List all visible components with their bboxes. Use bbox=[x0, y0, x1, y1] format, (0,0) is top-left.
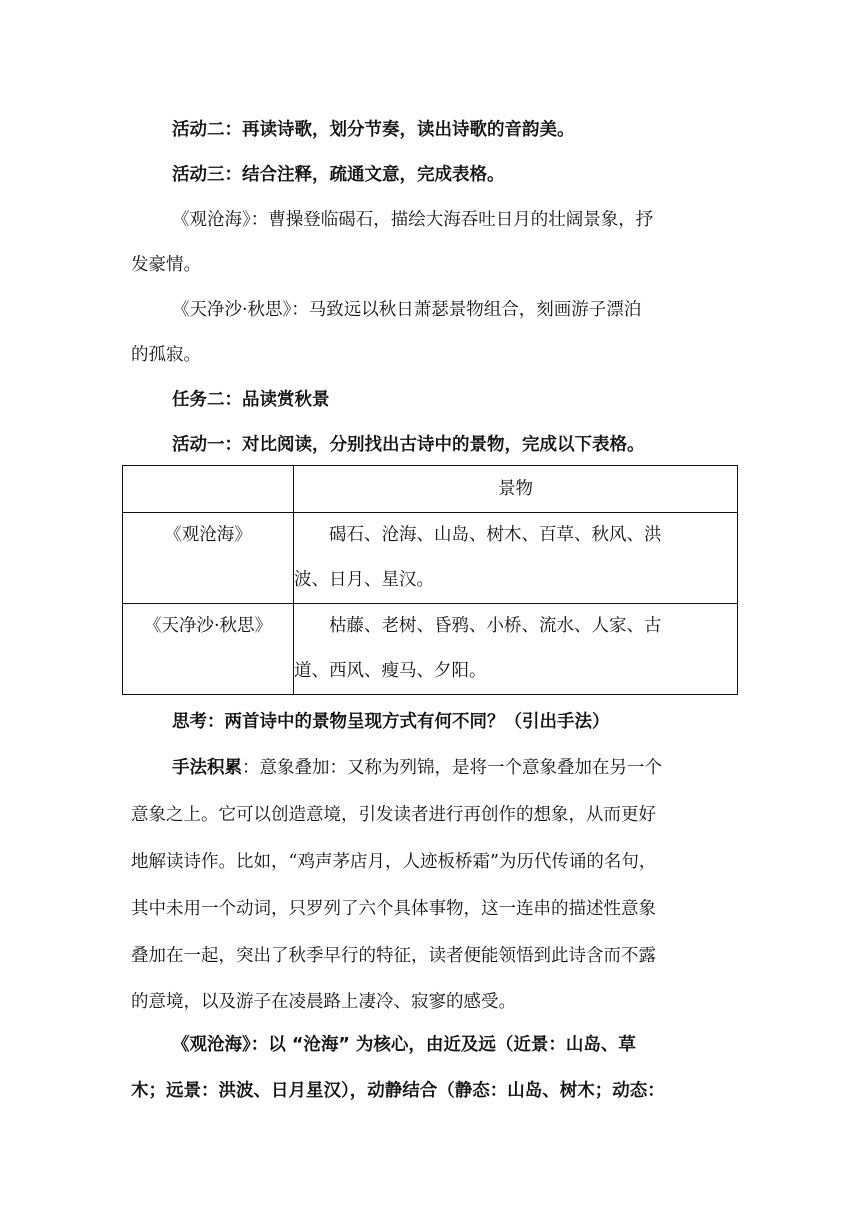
think-question-line: 思考：两首诗中的景物呈现方式有何不同？（引出手法） bbox=[172, 712, 610, 732]
tian-summary-line-2: 的孤寂。 bbox=[131, 345, 201, 365]
scenery-text-line-2: 波、日月、星汉。 bbox=[294, 570, 434, 590]
guan-summary-line-1: 《观沧海》：曹操登临碣石，描绘大海吞吐日月的壮阔景象，抒 bbox=[172, 210, 654, 230]
scenery-table bbox=[122, 465, 738, 695]
table-cell-poem: 《天净沙·秋思》 bbox=[123, 604, 294, 695]
technique-line-3: 地解读诗作。比如，“鸡声茅店月，人迹板桥霜”为历代传诵的名句， bbox=[131, 852, 657, 872]
scenery-text-line-2: 道、西风、瘦马、夕阳。 bbox=[294, 661, 487, 681]
activity-three-line: 活动三：结合注释，疏通文意，完成表格。 bbox=[172, 165, 505, 185]
analysis-line-2: 木；远景：洪波、日月星汉），动静结合（静态：山岛、树木；动态： bbox=[131, 1081, 665, 1101]
table-header-row bbox=[123, 466, 738, 513]
technique-line-4: 其中未用一个动词，只罗列了六个具体事物，这一连串的描述性意象 bbox=[131, 899, 656, 919]
technique-line-6: 的意境，以及游子在凌晨路上凄冷、寂寥的感受。 bbox=[131, 992, 516, 1012]
table-row bbox=[123, 604, 738, 695]
technique-line-1 bbox=[172, 754, 662, 779]
table-cell-poem: 《观沧海》 bbox=[123, 513, 294, 604]
table-header-scenery: 景物 bbox=[294, 466, 738, 513]
scenery-text-line-1: 碣石、沧海、山岛、树木、百草、秋风、洪 bbox=[329, 525, 662, 545]
task-two-heading: 任务二：品读赏秋景 bbox=[172, 390, 330, 410]
activity-two-line: 活动二：再读诗歌，划分节奏，读出诗歌的音韵美。 bbox=[172, 120, 575, 140]
table-header-empty-cell bbox=[123, 466, 294, 513]
analysis-line-1: 《观沧海》：以 “沧海” 为核心，由近及远（近景：山岛、草 bbox=[172, 1035, 636, 1055]
table-row bbox=[123, 513, 738, 604]
technique-label: 手法积累 bbox=[172, 758, 242, 778]
tian-summary-line-1: 《天净沙·秋思》：马致远以秋日萧瑟景物组合，刻画游子漂泊 bbox=[172, 300, 642, 320]
technique-line-5: 叠加在一起，突出了秋季早行的特征，读者便能领悟到此诗含而不露 bbox=[131, 946, 656, 966]
guan-summary-line-2: 发豪情。 bbox=[131, 255, 201, 275]
table-cell-scenery bbox=[294, 513, 738, 604]
technique-line-1-text: ：意象叠加：又称为列锦，是将一个意象叠加在另一个 bbox=[242, 758, 662, 778]
technique-line-2: 意象之上。它可以创造意境，引发读者进行再创作的想象，从而更好 bbox=[131, 805, 656, 825]
scenery-text-line-1: 枯藤、老树、昏鸦、小桥、流水、人家、古 bbox=[329, 616, 662, 636]
activity-one-line: 活动一：对比阅读，分别找出古诗中的景物，完成以下表格。 bbox=[172, 435, 645, 455]
table-cell-scenery bbox=[294, 604, 738, 695]
